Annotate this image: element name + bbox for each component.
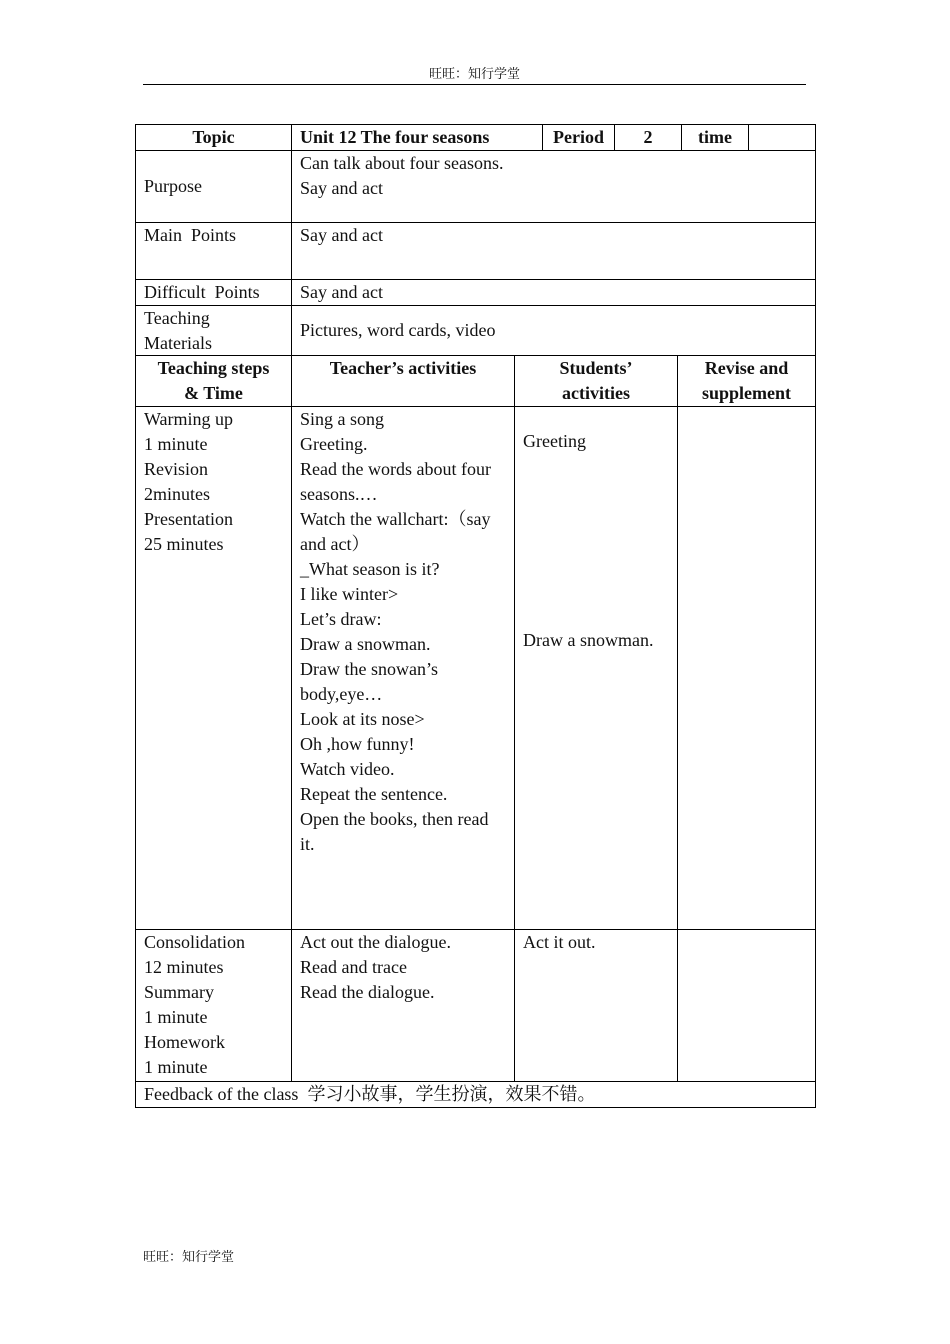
feedback-row — [135, 1081, 816, 1108]
teacher-line: it. — [300, 834, 315, 854]
step-line: 1 minute — [144, 1007, 208, 1027]
difficult-points-value: Say and act — [291, 279, 816, 306]
col-header-revise — [677, 355, 816, 407]
section2-revise — [677, 929, 816, 1082]
teacher-line: Oh ,how funny! — [300, 734, 415, 754]
teacher-line: Let’s draw: — [300, 609, 382, 629]
teacher-line: Watch video. — [300, 759, 395, 779]
teaching-materials-label — [135, 305, 292, 356]
teacher-line: I like winter> — [300, 584, 399, 604]
step-line: 1 minute — [144, 1057, 208, 1077]
purpose-line: Can talk about four seasons. — [300, 153, 504, 173]
section2-teacher — [291, 929, 515, 1082]
section1-steps — [135, 406, 292, 930]
step-line: Consolidation — [144, 932, 246, 952]
step-line: 2minutes — [144, 484, 210, 504]
step-line: 12 minutes — [144, 957, 224, 977]
teacher-line: Read the words about four — [300, 459, 491, 479]
teacher-line: Open the books, then read — [300, 809, 489, 829]
period-value: 2 — [614, 124, 682, 151]
student-line: Draw a snowman. — [523, 630, 654, 650]
col-header-teacher-text: Teacher’s activities — [329, 358, 477, 378]
difficult-points-label-text: Difficult Points — [144, 282, 260, 302]
lesson-plan-table — [135, 124, 816, 1108]
col-header-steps-line: Teaching steps — [157, 358, 270, 378]
teacher-line: Read the dialogue. — [300, 982, 435, 1002]
topic-label: Topic — [135, 124, 292, 151]
teacher-line: Read and trace — [300, 957, 407, 977]
page-footer: 旺旺：知行学堂 — [143, 1249, 235, 1264]
col-header-revise-line: supplement — [701, 383, 791, 403]
section1-revise — [677, 406, 816, 930]
main-points-value — [291, 222, 816, 280]
main-points-value-text: Say and act — [300, 225, 383, 245]
step-line: Presentation — [144, 509, 233, 529]
section2-steps — [135, 929, 292, 1082]
section2-students — [514, 929, 678, 1082]
step-line: Homework — [144, 1032, 225, 1052]
teaching-materials-value: Pictures, word cards, video — [291, 305, 816, 356]
step-line: 1 minute — [144, 434, 208, 454]
purpose-label: Purpose — [135, 150, 292, 223]
page-header: 旺旺：知行学堂 — [143, 64, 806, 85]
student-line: Act it out. — [523, 932, 596, 952]
teacher-line: body,eye… — [300, 684, 383, 704]
teacher-line: and act） — [300, 534, 370, 554]
step-line: Revision — [144, 459, 209, 479]
main-points-label — [135, 222, 292, 280]
col-header-students — [514, 355, 678, 407]
section1-teacher — [291, 406, 515, 930]
topic-value: Unit 12 The four seasons — [291, 124, 543, 151]
difficult-points-label — [135, 279, 292, 306]
teacher-line: Greeting. — [300, 434, 368, 454]
step-line: 25 minutes — [144, 534, 224, 554]
step-line: Warming up — [144, 409, 234, 429]
main-points-label-text: Main Points — [144, 225, 237, 245]
teacher-line: Act out the dialogue. — [300, 932, 451, 952]
period-label: Period — [542, 124, 615, 151]
student-line: Greeting — [523, 431, 586, 451]
step-line: Summary — [144, 982, 214, 1002]
teacher-line: Look at its nose> — [300, 709, 425, 729]
teacher-line: Sing a song — [300, 409, 385, 429]
col-header-students-line: Students’ — [559, 358, 633, 378]
feedback-label: Feedback of the class — [144, 1084, 299, 1104]
teaching-materials-label-line: Materials — [144, 333, 212, 353]
time-value — [748, 124, 816, 151]
col-header-students-line: activities — [562, 383, 630, 403]
time-label: time — [681, 124, 749, 151]
teacher-line: Draw a snowman. — [300, 634, 431, 654]
teacher-line: _What season is it? — [300, 559, 440, 579]
col-header-revise-line: Revise and — [704, 358, 789, 378]
feedback-value: 学习小故事，学生扮演，效果不错。 — [307, 1084, 596, 1104]
purpose-value — [291, 150, 816, 223]
teacher-line: seasons.… — [300, 484, 378, 504]
teaching-materials-label-line: Teaching — [144, 308, 210, 328]
section1-students — [514, 406, 678, 930]
teacher-line: Repeat the sentence. — [300, 784, 448, 804]
purpose-line: Say and act — [300, 178, 383, 198]
col-header-teacher — [291, 355, 515, 407]
teacher-line: Draw the snowan’s — [300, 659, 438, 679]
teacher-line: Watch the wallchart:（say — [300, 509, 491, 529]
col-header-steps — [135, 355, 292, 407]
col-header-steps-line: & Time — [184, 383, 243, 403]
